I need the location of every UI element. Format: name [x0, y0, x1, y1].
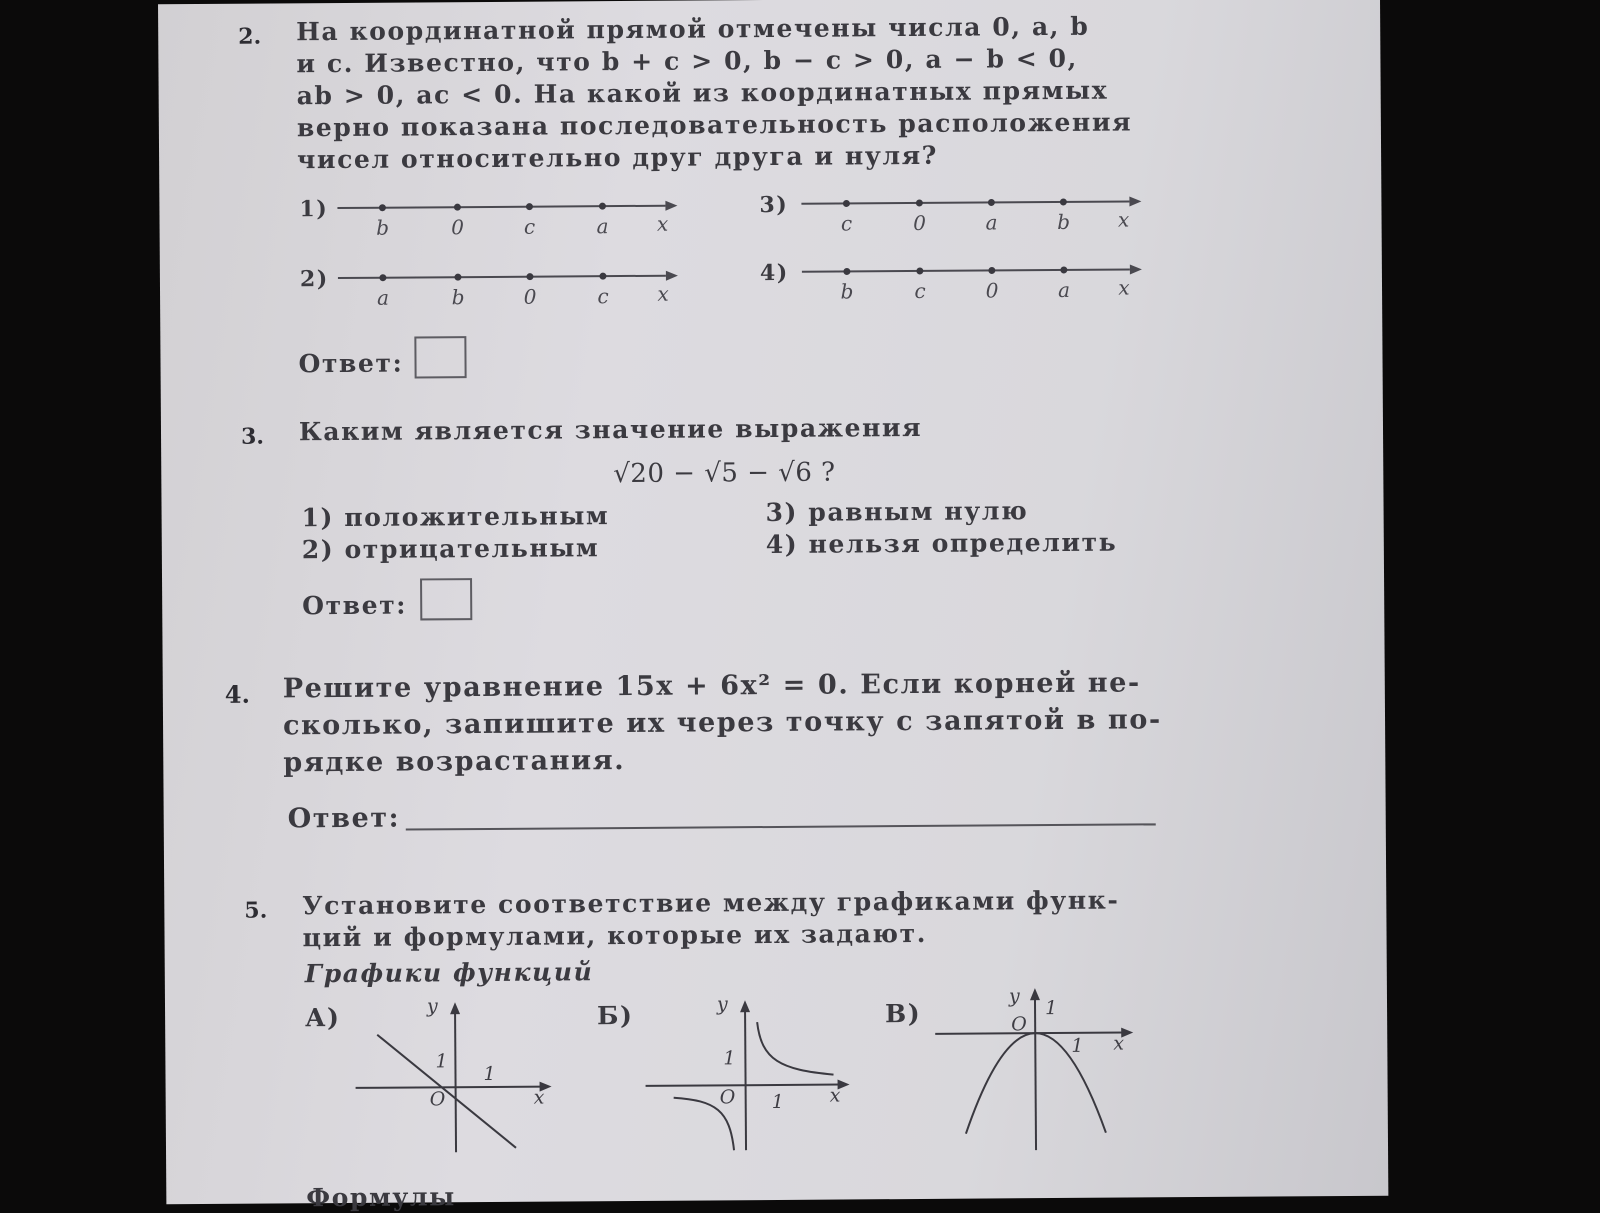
worksheet-page — [158, 0, 1388, 1213]
option-2-label: 2) — [299, 266, 329, 293]
graph-a-one-y: 1 — [435, 1050, 448, 1073]
nl4-label-4: a — [1057, 277, 1071, 302]
task3-option-1: 1) положительным — [301, 501, 610, 533]
graph-c-one-y: 1 — [1044, 997, 1058, 1020]
nl1-point-3 — [526, 203, 533, 210]
nl3-label-4: b — [1057, 209, 1071, 234]
task4-line-1: Решите уравнение 15x + 6x² = 0. Если корней не- — [282, 667, 1141, 705]
task2-line-2: и c. Известно, что b + c > 0, b − c > 0, a − b < 0, — [296, 43, 1079, 79]
nl2-point-2 — [454, 274, 461, 281]
graph-b-one-x: 1 — [771, 1090, 784, 1114]
nl1-label-2: 0 — [451, 215, 465, 240]
task2-line-4: верно показана последовательность расположения — [296, 107, 1133, 143]
number-line-1 — [337, 196, 677, 248]
task5-number: 5. — [244, 897, 268, 924]
nl1-label-4: a — [596, 214, 609, 239]
task3-answer-label: Ответ: — [302, 590, 408, 621]
nl3-point-2 — [916, 199, 923, 206]
nl4-label-2: c — [914, 278, 926, 303]
nl1-point-2 — [454, 204, 461, 211]
nl3-label-1: c — [840, 211, 853, 236]
task2-line-1: На координатной прямой отмечены числа 0, a, b — [296, 11, 1090, 47]
graph-a-one-x: 1 — [483, 1062, 496, 1086]
nl4-point-3 — [988, 267, 995, 274]
nl1-point-1 — [379, 204, 386, 211]
task5-graphs-heading: Графики функций — [304, 957, 594, 989]
nl1-label-3: c — [523, 214, 536, 239]
nl4-point-4 — [1060, 266, 1067, 273]
task3-option-3: 3) равным нулю — [765, 496, 1029, 528]
number-line-2 — [338, 266, 678, 318]
option-3-label: 3) — [759, 191, 789, 219]
graph-c — [935, 987, 1146, 1158]
graph-b-x-label: x — [829, 1084, 841, 1107]
nl2-label-2: b — [451, 285, 465, 310]
nl2-label-1: a — [377, 285, 390, 310]
nl3-point-1 — [843, 200, 850, 207]
nl3-label-3: a — [985, 210, 998, 235]
nl2-label-3: 0 — [523, 284, 537, 309]
nl4-label-3: 0 — [985, 278, 999, 303]
option-1-label: 1) — [299, 196, 329, 223]
graph-a-label: А) — [304, 1003, 341, 1033]
graph-a — [355, 995, 556, 1163]
graph-a-x-label: x — [533, 1086, 545, 1109]
graph-b-one-y: 1 — [723, 1047, 736, 1070]
nl2-point-3 — [526, 273, 533, 280]
task4-answer-label: Ответ: — [287, 802, 401, 835]
task2-number: 2. — [238, 23, 262, 50]
option-4-label: 4) — [759, 259, 789, 287]
graph-c-one-x: 1 — [1071, 1034, 1084, 1057]
number-line-3 — [801, 191, 1141, 243]
nl3-point-4 — [1060, 198, 1067, 205]
nl3-label-2: 0 — [913, 210, 927, 235]
nl4-axis-label: x — [1118, 275, 1130, 300]
graph-c-label: В) — [884, 998, 922, 1029]
graph-b-origin: O — [719, 1086, 736, 1109]
graph-b — [645, 993, 856, 1160]
nl2-point-1 — [379, 274, 386, 281]
task5-formulas-heading: Формулы — [306, 1182, 456, 1213]
nl3-axis-label: x — [1117, 207, 1130, 232]
nl2-point-4 — [599, 273, 606, 280]
nl1-label-1: b — [376, 215, 390, 240]
task2-line-3: ab > 0, ac < 0. На какой из координатных прямых — [296, 75, 1109, 111]
graph-c-x-label: x — [1113, 1032, 1125, 1055]
nl4-point-2 — [916, 267, 923, 274]
task4-line-3: рядке возрастания. — [283, 745, 626, 779]
task4-number: 4. — [224, 679, 250, 709]
graph-c-y-label: y — [1008, 985, 1020, 1008]
task3-answer-box[interactable] — [420, 578, 472, 620]
task3-expression: √20 − √5 − √6 ? — [613, 457, 836, 490]
task2-answer-box[interactable] — [414, 336, 466, 378]
number-line-4 — [802, 259, 1142, 311]
nl2-label-4: c — [597, 284, 609, 309]
graph-b-label: Б) — [596, 1000, 634, 1031]
nl4-label-1: b — [840, 279, 854, 304]
task3-option-4: 4) нельзя определить — [765, 527, 1118, 560]
task2-answer-label: Ответ: — [298, 348, 404, 379]
task5-line-1: Установите соответствие между графиками функ- — [302, 885, 1120, 921]
nl4-point-1 — [843, 268, 850, 275]
graph-c-origin: O — [1011, 1013, 1027, 1036]
graph-a-y-label: y — [426, 995, 438, 1018]
task2-line-5: чисел относительно друг друга и нуля? — [297, 140, 939, 175]
task3-number: 3. — [240, 423, 265, 450]
nl2-axis-label: x — [657, 281, 669, 306]
task4-answer-line[interactable] — [406, 823, 1156, 830]
nl1-point-4 — [599, 203, 606, 210]
task4-line-2: сколько, запишите их через точку с запятой в по- — [282, 704, 1162, 742]
nl3-point-3 — [988, 199, 995, 206]
nl1-axis-label: x — [656, 211, 669, 236]
task3-question: Каким является значение выражения — [298, 412, 923, 447]
graph-a-origin: O — [429, 1088, 446, 1111]
task5-line-2: ций и формулами, которые их задают. — [302, 918, 928, 953]
graph-b-y-label: y — [716, 993, 728, 1016]
task3-option-2: 2) отрицательным — [301, 533, 600, 565]
